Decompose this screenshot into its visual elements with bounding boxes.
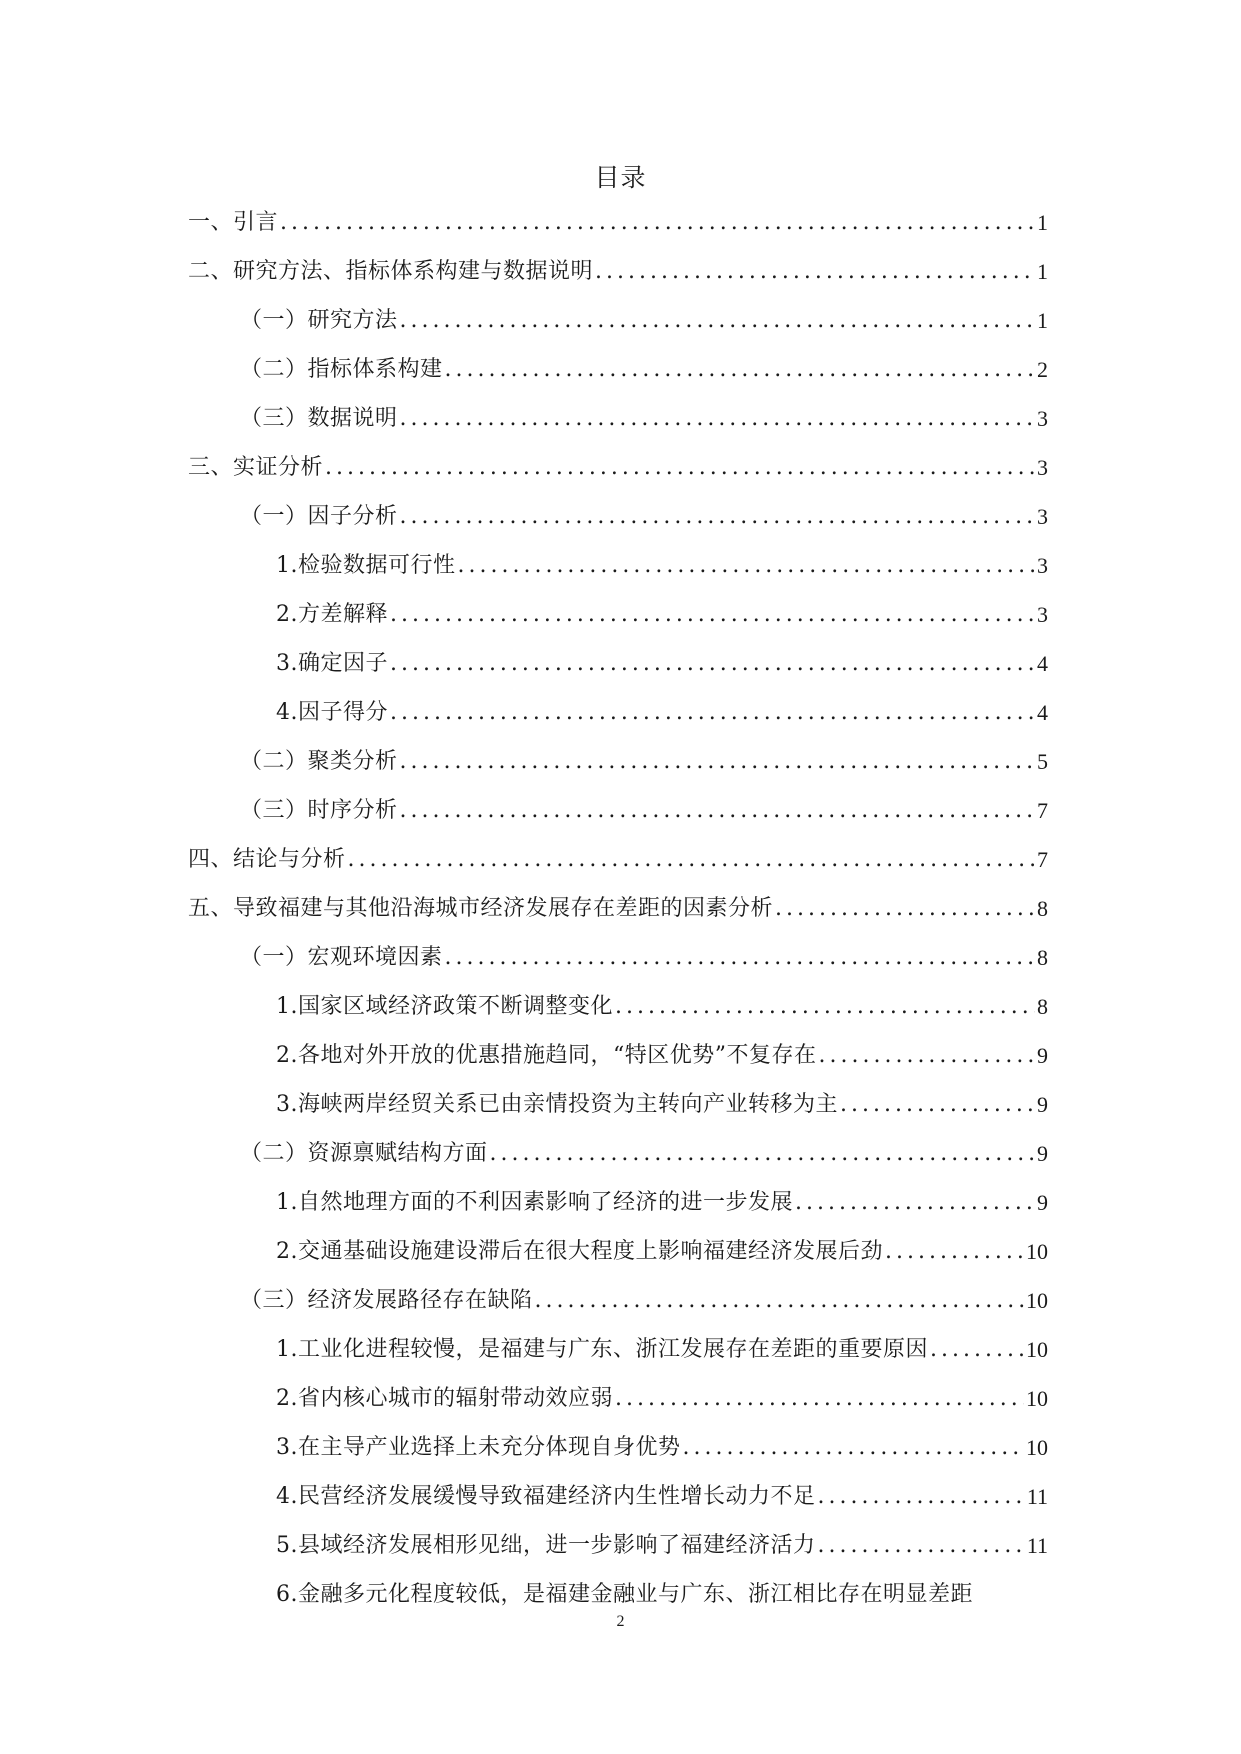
- toc-dot-leader: [390, 688, 1035, 737]
- toc-dot-leader: [390, 639, 1035, 688]
- toc-entry-page-number: 3: [1037, 553, 1048, 578]
- toc-entry-text: 1.工业化进程较慢，是福建与广东、浙江发展存在差距的重要原因: [276, 1337, 928, 1362]
- toc-dot-leader: [490, 1129, 1035, 1178]
- toc-entry[interactable]: [188, 933, 1048, 982]
- toc-entry[interactable]: [188, 982, 1048, 1031]
- toc-dot-leader: [400, 492, 1035, 541]
- toc-entry[interactable]: [188, 1374, 1048, 1423]
- toc-entry[interactable]: [188, 688, 1048, 737]
- toc-dot-leader: [535, 1276, 1024, 1325]
- toc-entry[interactable]: [188, 1325, 1048, 1374]
- toc-entry[interactable]: [188, 541, 1048, 590]
- toc-entry-page-number: 1: [1037, 259, 1048, 284]
- toc-entry-page-number: 7: [1037, 847, 1048, 872]
- toc-entry[interactable]: [188, 590, 1048, 639]
- toc-entry-text: 2.交通基础设施建设滞后在很大程度上影响福建经济发展后劲: [276, 1239, 883, 1264]
- toc-entry[interactable]: [188, 786, 1048, 835]
- toc-entry-text: （三）数据说明: [240, 406, 398, 431]
- toc-entry-page-number: 1: [1037, 210, 1048, 235]
- toc-dot-leader: [400, 786, 1035, 835]
- toc-entry-text: 3.确定因子: [276, 651, 388, 676]
- toc-entry[interactable]: [188, 1423, 1048, 1472]
- toc-entry-page-number: 4: [1037, 651, 1048, 676]
- toc-entry-text: （二）指标体系构建: [240, 357, 443, 382]
- toc-entry-page-number: 10: [1026, 1337, 1048, 1362]
- toc-entry-text: 四、结论与分析: [188, 847, 346, 872]
- toc-dot-leader: [683, 1423, 1025, 1472]
- toc-entry-page-number: 11: [1026, 1533, 1048, 1558]
- toc-entry[interactable]: [188, 1129, 1048, 1178]
- toc-dot-leader: [348, 835, 1035, 884]
- toc-entry[interactable]: [188, 884, 1048, 933]
- toc-entry[interactable]: [188, 394, 1048, 443]
- toc-dot-leader: [795, 1178, 1035, 1227]
- toc-entry-text: （二）聚类分析: [240, 749, 398, 774]
- toc-entry[interactable]: [188, 1521, 1048, 1570]
- toc-dot-leader: [400, 296, 1035, 345]
- toc-entry-text: （一）研究方法: [240, 308, 398, 333]
- toc-dot-leader: [775, 884, 1035, 933]
- toc-dot-leader: [885, 1227, 1024, 1276]
- toc-dot-leader: [818, 1521, 1025, 1570]
- toc-entry[interactable]: [188, 639, 1048, 688]
- toc-entry-text: （一）因子分析: [240, 504, 398, 529]
- toc-entry[interactable]: [188, 443, 1048, 492]
- toc-entry-page-number: 3: [1037, 455, 1048, 480]
- toc-entry-text: 1.自然地理方面的不利因素影响了经济的进一步发展: [276, 1190, 793, 1215]
- toc-entry-page-number: 7: [1037, 798, 1048, 823]
- toc-dot-leader: [930, 1325, 1024, 1374]
- toc-entry-page-number: 3: [1037, 602, 1048, 627]
- toc-entry-page-number: 10: [1026, 1288, 1048, 1313]
- toc-entry-page-number: 3: [1037, 504, 1048, 529]
- toc-entry-text: 1.国家区域经济政策不断调整变化: [276, 994, 613, 1019]
- toc-dot-leader: [280, 198, 1035, 247]
- toc-entry[interactable]: [188, 1178, 1048, 1227]
- toc-entry[interactable]: [188, 1472, 1048, 1521]
- toc-entry-text: 二、研究方法、指标体系构建与数据说明: [188, 259, 594, 284]
- toc-entry-text: 5.县域经济发展相形见绌，进一步影响了福建经济活力: [276, 1533, 816, 1558]
- toc-entry[interactable]: [188, 1227, 1048, 1276]
- toc-dot-leader: [400, 737, 1035, 786]
- toc-entry-page-number: 8: [1037, 896, 1048, 921]
- toc-entry[interactable]: [188, 1276, 1048, 1325]
- toc-dot-leader: [840, 1080, 1035, 1129]
- toc-dot-leader: [445, 933, 1035, 982]
- toc-dot-leader: [819, 1031, 1036, 1080]
- toc-entry-page-number: 3: [1037, 406, 1048, 431]
- toc-entry-text: （三）经济发展路径存在缺陷: [240, 1288, 533, 1313]
- toc-entry-page-number: 2: [1037, 357, 1048, 382]
- toc-entry-text: 1.检验数据可行性: [276, 553, 456, 578]
- toc-entry-page-number: 9: [1037, 1141, 1048, 1166]
- toc-dot-leader: [818, 1472, 1025, 1521]
- toc-entry-page-number: 8: [1037, 945, 1048, 970]
- toc-dot-leader: [595, 247, 1035, 296]
- toc-entry[interactable]: [188, 1031, 1048, 1080]
- toc-entry-page-number: 10: [1026, 1239, 1048, 1264]
- toc-entry[interactable]: [188, 492, 1048, 541]
- toc-entry[interactable]: [188, 1080, 1048, 1129]
- toc-entry-page-number: 4: [1037, 700, 1048, 725]
- toc-entry-text: 一、引言: [188, 210, 279, 235]
- toc-entry-page-number: 1: [1037, 308, 1048, 333]
- toc-entry[interactable]: [188, 835, 1048, 884]
- toc-entry-text: （二）资源禀赋结构方面: [240, 1141, 488, 1166]
- toc-entry-page-number: 9: [1037, 1092, 1048, 1117]
- toc-entry-page-number: 11: [1026, 1484, 1048, 1509]
- toc-entry-text: 五、导致福建与其他沿海城市经济发展存在差距的因素分析: [188, 896, 774, 921]
- page-number: 2: [616, 1613, 625, 1630]
- toc-entry-text: 4.民营经济发展缓慢导致福建经济内生性增长动力不足: [276, 1484, 816, 1509]
- toc-entry-page-number: 8: [1037, 994, 1048, 1019]
- toc-entry-page-number: 9: [1037, 1043, 1048, 1068]
- toc-entry-text: 2.方差解释: [276, 602, 388, 627]
- toc-entry-text: （一）宏观环境因素: [240, 945, 443, 970]
- toc-dot-leader: [615, 1374, 1024, 1423]
- toc-entry-text: 2.省内核心城市的辐射带动效应弱: [276, 1386, 613, 1411]
- toc-list: [188, 198, 1048, 1619]
- toc-entry-text: 3.在主导产业选择上未充分体现自身优势: [276, 1435, 681, 1460]
- toc-dot-leader: [325, 443, 1035, 492]
- toc-entry[interactable]: [188, 247, 1048, 296]
- toc-entry-page-number: 9: [1037, 1190, 1048, 1215]
- toc-entry-page-number: 5: [1037, 749, 1048, 774]
- toc-entry[interactable]: [188, 737, 1048, 786]
- toc-entry-text: 2.各地对外开放的优惠措施趋同，“特区优势”不复存在: [276, 1043, 817, 1068]
- toc-entry-text: 4.因子得分: [276, 700, 388, 725]
- toc-entry[interactable]: [188, 345, 1048, 394]
- toc-dot-leader: [458, 541, 1036, 590]
- toc-title: 目录: [594, 163, 647, 192]
- toc-dot-leader: [445, 345, 1035, 394]
- toc-dot-leader: [615, 982, 1035, 1031]
- toc-entry[interactable]: [188, 296, 1048, 345]
- toc-entry-text: 6.金融多元化程度较低，是福建金融业与广东、浙江相比存在明显差距: [276, 1582, 973, 1607]
- toc-entry-text: 3.海峡两岸经贸关系已由亲情投资为主转向产业转移为主: [276, 1092, 838, 1117]
- toc-dot-leader: [390, 590, 1035, 639]
- toc-entry-text: （三）时序分析: [240, 798, 398, 823]
- toc-entry-page-number: 10: [1026, 1386, 1048, 1411]
- toc-entry-page-number: 10: [1026, 1435, 1048, 1460]
- toc-dot-leader: [400, 394, 1035, 443]
- toc-entry[interactable]: [188, 198, 1048, 247]
- toc-entry-text: 三、实证分析: [188, 455, 324, 480]
- toc-entry[interactable]: [188, 1570, 1048, 1619]
